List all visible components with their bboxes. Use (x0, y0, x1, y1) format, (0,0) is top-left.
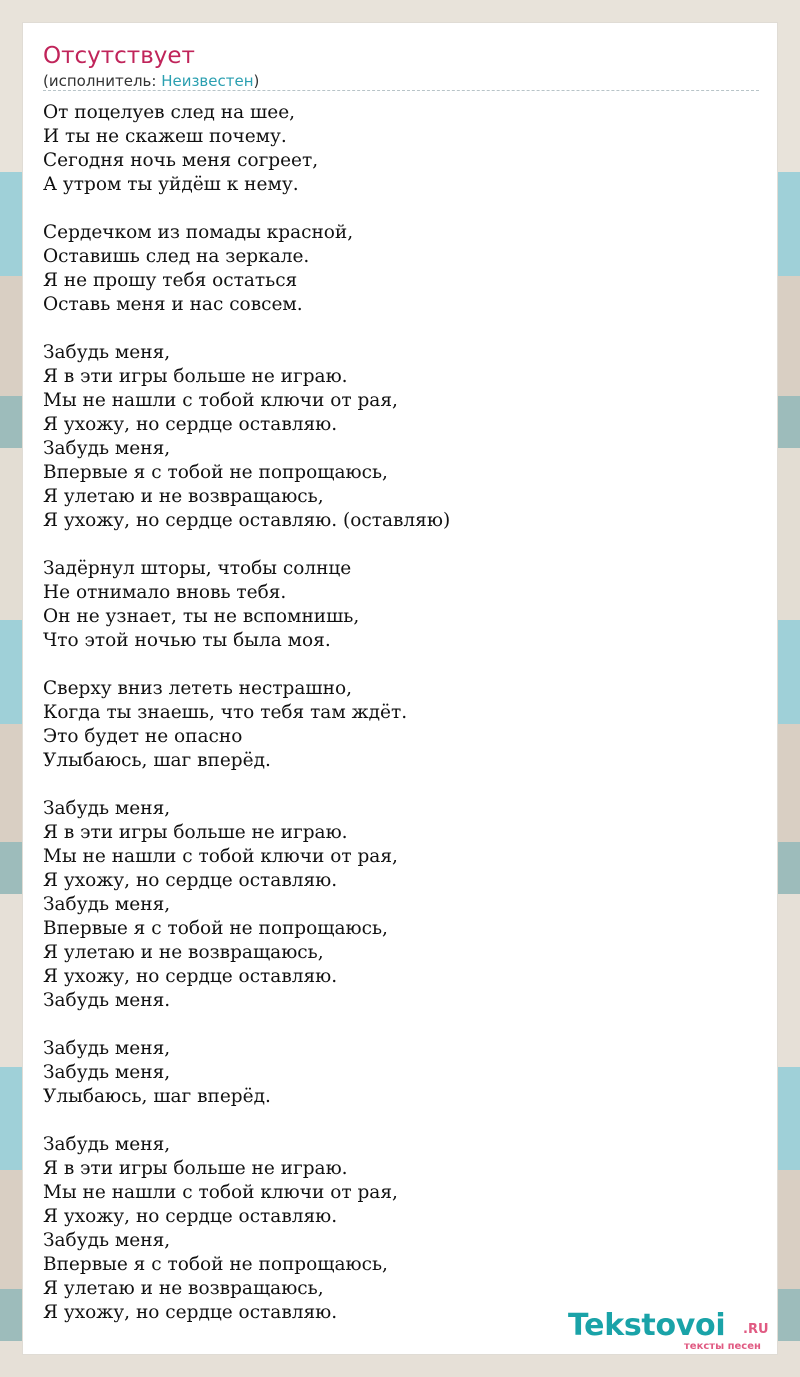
lyrics-line: Я ухожу, но сердце оставляю. (43, 870, 338, 891)
lyrics-line: Забудь меня, (43, 1134, 171, 1155)
lyrics-line: Забудь меня, (43, 438, 171, 459)
lyrics-line: Впервые я с тобой не попрощаюсь, (43, 462, 388, 483)
lyrics-line: Я не прошу тебя остаться (43, 270, 298, 291)
logo-tagline: тексты песен (684, 1341, 761, 1352)
artist-suffix: ) (253, 72, 260, 90)
lyrics-line: Забудь меня, (43, 1038, 171, 1059)
lyrics-line: Я в эти игры больше не играю. (43, 822, 348, 843)
lyrics-line: Улыбаюсь, шаг вперёд. (43, 1086, 271, 1107)
lyrics-line: Я ухожу, но сердце оставляю. (43, 1302, 338, 1323)
lyrics-line: Я ухожу, но сердце оставляю. (43, 966, 338, 987)
lyrics-stanza (43, 101, 759, 197)
lyrics-line: Впервые я с тобой не попрощаюсь, (43, 918, 388, 939)
lyrics-line: Мы не нашли с тобой ключи от рая, (43, 390, 398, 411)
lyrics-line: И ты не скажеш почему. (43, 126, 287, 147)
lyrics-line: Сердечком из помады красной, (43, 222, 354, 243)
lyrics-line: Когда ты знаешь, что тебя там ждёт. (43, 702, 408, 723)
lyrics-stanza (43, 677, 759, 773)
lyrics-stanza (43, 1037, 759, 1109)
lyrics-line: Я улетаю и не возвращаюсь, (43, 486, 324, 507)
lyrics-line: Задёрнул шторы, чтобы солнце (43, 558, 352, 579)
lyrics-line: Не отнимало вновь тебя. (43, 582, 287, 603)
lyrics-card (22, 22, 778, 1355)
lyrics-line: Я в эти игры больше не играю. (43, 366, 348, 387)
lyrics-line: Это будет не опасно (43, 726, 243, 747)
artist-line (43, 71, 259, 91)
lyrics-line: Я ухожу, но сердце оставляю. (оставляю) (43, 510, 451, 531)
lyrics-line: Я ухожу, но сердце оставляю. (43, 1206, 338, 1227)
lyrics-stanza (43, 557, 759, 653)
lyrics-line: Впервые я с тобой не попрощаюсь, (43, 1254, 388, 1275)
lyrics-line: Оставишь след на зеркале. (43, 246, 310, 267)
lyrics-line: Мы не нашли с тобой ключи от рая, (43, 1182, 398, 1203)
lyrics-text (43, 101, 759, 1349)
lyrics-line: Сегодня ночь меня согреет, (43, 150, 319, 171)
lyrics-line: Я ухожу, но сердце оставляю. (43, 414, 338, 435)
lyrics-stanza (43, 1133, 759, 1325)
lyrics-line: Я улетаю и не возвращаюсь, (43, 1278, 324, 1299)
title-divider (43, 90, 759, 91)
site-logo[interactable] (568, 1309, 778, 1353)
lyrics-line: Что этой ночью ты была моя. (43, 630, 331, 651)
lyrics-line: Забудь меня, (43, 1062, 171, 1083)
lyrics-line: Улыбаюсь, шаг вперёд. (43, 750, 271, 771)
lyrics-line: Сверху вниз лететь нестрашно, (43, 678, 352, 699)
artist-prefix: (исполнитель: (43, 72, 162, 90)
lyrics-line: Мы не нашли с тобой ключи от рая, (43, 846, 398, 867)
lyrics-line: Забудь меня, (43, 798, 171, 819)
lyrics-line: Забудь меня, (43, 342, 171, 363)
logo-name: Tekstovoi (568, 1308, 726, 1343)
song-title: Отсутствует (43, 43, 195, 69)
lyrics-line: Забудь меня, (43, 894, 171, 915)
lyrics-stanza (43, 221, 759, 317)
lyrics-line: От поцелуев след на шее, (43, 102, 296, 123)
lyrics-line: А утром ты уйдёш к нему. (43, 174, 299, 195)
lyrics-line: Забудь меня, (43, 1230, 171, 1251)
lyrics-line: Я улетаю и не возвращаюсь, (43, 942, 324, 963)
lyrics-line: Я в эти игры больше не играю. (43, 1158, 348, 1179)
lyrics-stanza (43, 797, 759, 1013)
artist-link[interactable]: Неизвестен (161, 72, 254, 90)
lyrics-line: Он не узнает, ты не вспомнишь, (43, 606, 360, 627)
lyrics-stanza (43, 341, 759, 533)
logo-tld: .RU (743, 1322, 769, 1337)
lyrics-line: Оставь меня и нас совсем. (43, 294, 303, 315)
lyrics-line: Забудь меня. (43, 990, 171, 1011)
